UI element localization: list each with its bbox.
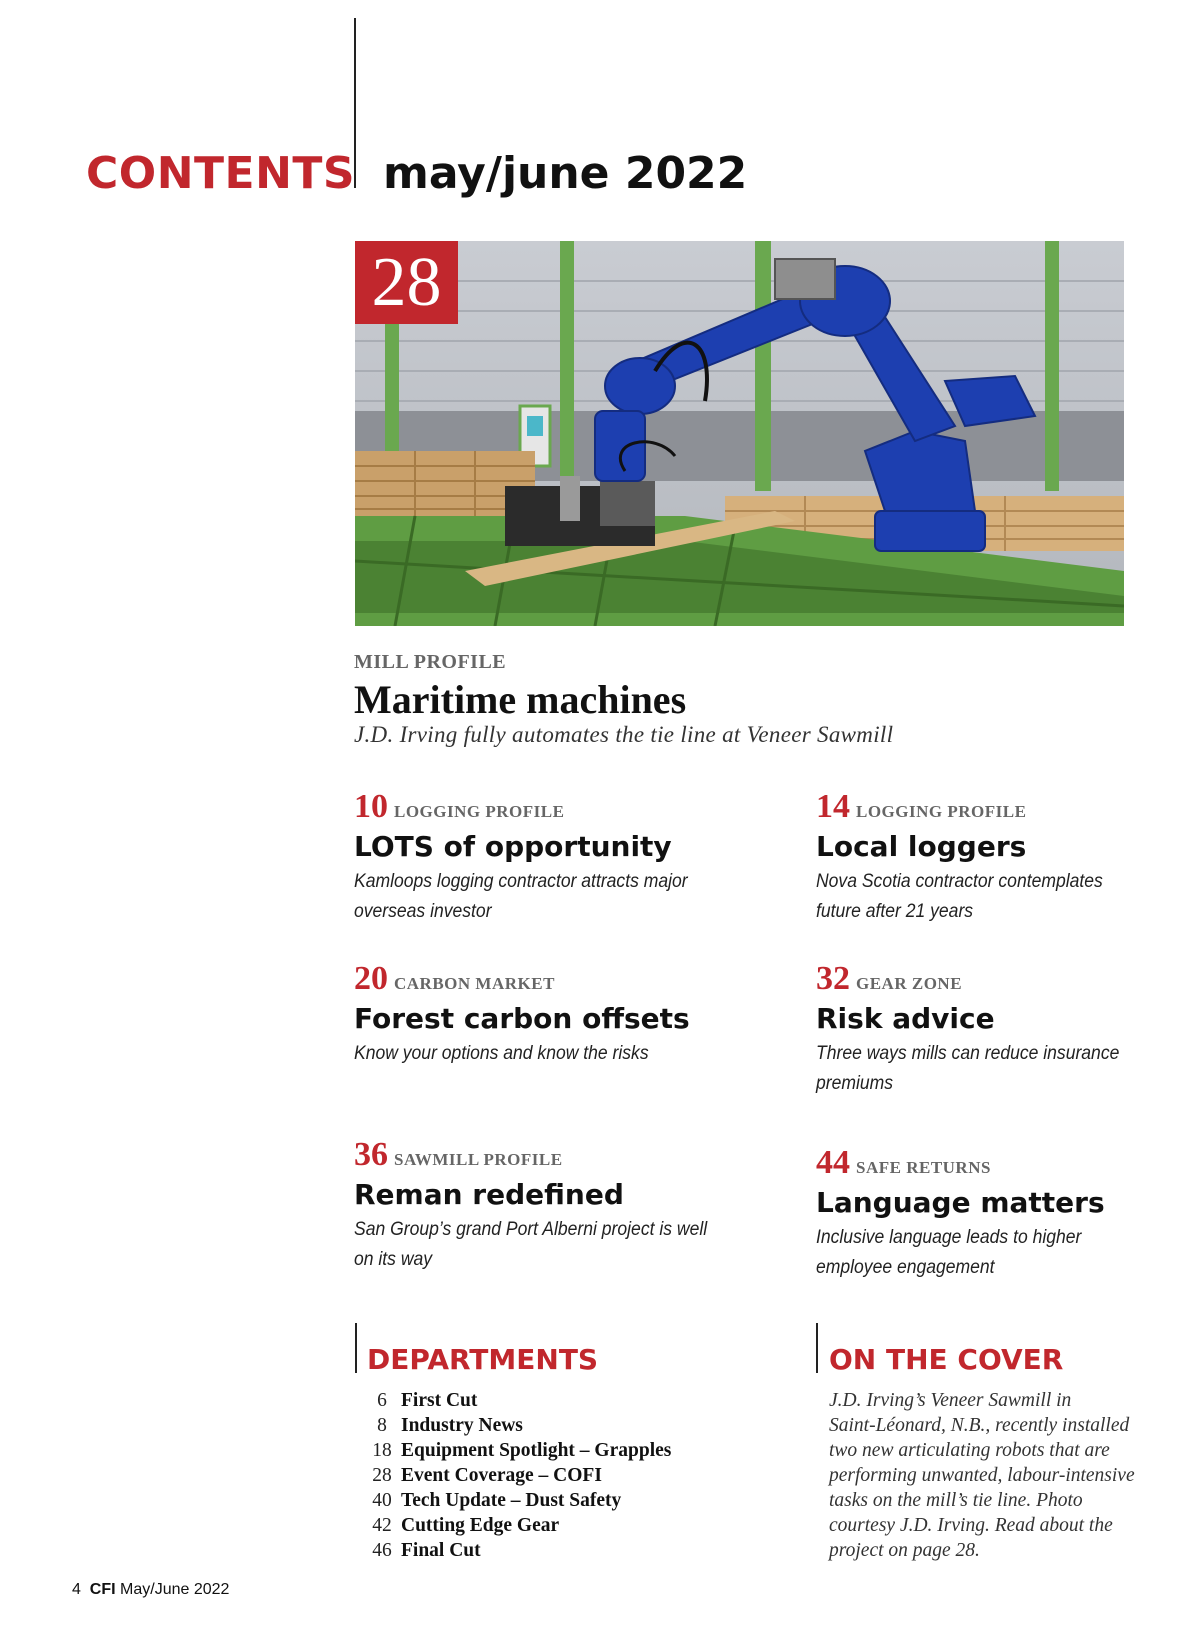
cover-description: J.D. Irving’s Veneer Sawmill in Saint-Léonard, N.B., recently installed two new articulating robots that are performing unwanted, labour-intensive tasks on the mill’s tie line. Photo courtesy J.D. Irving. Read about the project on page 28.	[829, 1390, 1135, 1561]
feature-category: MILL PROFILE	[354, 651, 507, 673]
story-category: LOGGING PROFILE	[394, 802, 565, 821]
list-item[interactable]: 28 Event Coverage – COFI	[372, 1465, 602, 1486]
list-item[interactable]: 6 First Cut	[377, 1390, 478, 1411]
story-page-number: 44	[816, 1144, 850, 1181]
story-page-number: 32	[816, 960, 850, 997]
story-card[interactable]	[354, 788, 714, 926]
feature-page-number: 28	[355, 241, 458, 324]
story-title[interactable]: Language matters	[816, 1186, 1105, 1219]
story-page-number: 14	[816, 788, 850, 825]
story-title[interactable]: LOTS of opportunity	[354, 830, 672, 863]
story-category: SAWMILL PROFILE	[394, 1150, 563, 1169]
cover-divider	[816, 1323, 818, 1373]
robot-arm-illustration	[355, 241, 1124, 626]
story-description: Inclusive language leads to higher employee engagement	[816, 1226, 1082, 1278]
story-page-number: 20	[354, 960, 388, 997]
story-category: SAFE RETURNS	[856, 1158, 991, 1177]
list-item[interactable]: 8 Industry News	[377, 1415, 523, 1436]
story-card[interactable]	[816, 960, 1176, 1098]
feature-photo[interactable]	[355, 241, 1124, 626]
page-folio	[72, 1581, 229, 1599]
story-description: Know your options and know the risks	[354, 1042, 649, 1064]
folio-page-number: 4	[72, 1581, 81, 1598]
story-title[interactable]: Reman redefined	[354, 1178, 624, 1211]
story-description: Kamloops logging contractor attracts major overseas investor	[354, 870, 688, 922]
folio-magazine: CFI	[89, 1581, 116, 1598]
story-page-number: 10	[354, 788, 388, 825]
story-category: GEAR ZONE	[856, 974, 963, 993]
story-card[interactable]	[354, 1136, 714, 1274]
story-page-number: 36	[354, 1136, 388, 1173]
story-description: San Group’s grand Port Alberni project is well on its way	[354, 1218, 708, 1270]
story-title[interactable]: Local loggers	[816, 830, 1027, 863]
story-card[interactable]	[816, 1144, 1176, 1282]
story-description: Three ways mills can reduce insurance premiums	[816, 1042, 1120, 1094]
list-item[interactable]: 42 Cutting Edge Gear	[372, 1515, 560, 1536]
story-category: CARBON MARKET	[394, 974, 555, 993]
contents-title: CONTENTS	[86, 148, 356, 199]
list-item[interactable]: 18 Equipment Spotlight – Grapples	[372, 1440, 672, 1461]
story-card[interactable]	[816, 788, 1176, 926]
feature-subtitle: J.D. Irving fully automates the tie line at Veneer Sawmill	[354, 722, 894, 747]
list-item[interactable]: 40 Tech Update – Dust Safety	[372, 1490, 622, 1511]
folio-issue: May/June 2022	[120, 1581, 230, 1598]
departments-divider	[355, 1323, 357, 1373]
story-title[interactable]: Forest carbon offsets	[354, 1002, 690, 1035]
feature-title[interactable]: Maritime machines	[354, 677, 687, 722]
cover-heading: ON THE COVER	[829, 1343, 1064, 1376]
story-title[interactable]: Risk advice	[816, 1002, 995, 1035]
issue-date: may/june 2022	[383, 148, 748, 199]
departments-list	[366, 1388, 671, 1563]
story-description: Nova Scotia contractor contemplates future after 21 years	[816, 870, 1103, 922]
list-item[interactable]: 46 Final Cut	[372, 1540, 481, 1561]
story-category: LOGGING PROFILE	[856, 802, 1027, 821]
story-card[interactable]	[354, 960, 714, 1068]
departments-heading: DEPARTMENTS	[367, 1343, 599, 1376]
